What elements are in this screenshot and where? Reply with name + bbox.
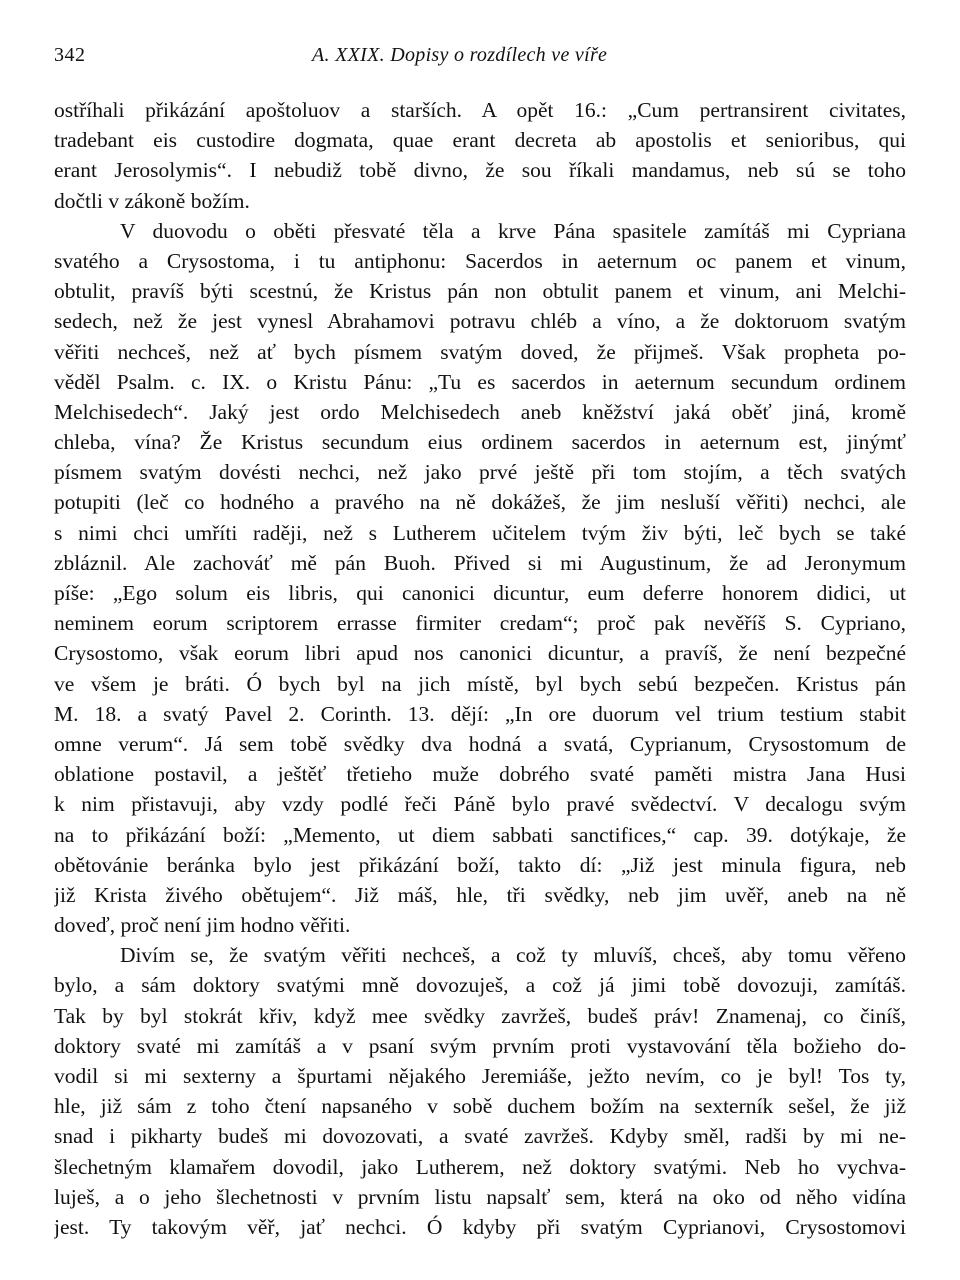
text-line: doveď, proč není jim hodno věřiti. (54, 913, 351, 938)
text-line: tradebant eis custodire dogmata, quae erant decreta ab apostolis et senioribus, qui (54, 128, 906, 153)
text-line: Divím se, že svatým věřiti nechceš, a což ty mluvíš, chceš, aby tomu věřeno (120, 943, 906, 968)
text-line: snad i pikharty budeš mi dovozovati, a svaté zavržeš. Kdyby směl, radši by mi ne- (54, 1124, 906, 1149)
text-line: ostříhali přikázání apoštoluov a starších. A opět 16.: „Cum pertransirent civitates, (54, 98, 906, 122)
text-line: jest. Ty takovým věř, jať nechci. Ó kdyby při svatým Cyprianovi, Crysostomovi (54, 1214, 906, 1239)
text-line: potupiti (leč co hodného a pravého na ně dokážeš, že jim nesluší věřiti) nechci, ale (54, 490, 906, 515)
text-line: ve všem je bráti. Ó bych byl na jich místě, byl bych sebú bezpečen. Kristus pán (54, 671, 906, 696)
text-line: omne verum“. Já sem tobě svědky dva hodná a svatá, Cyprianum, Crysostomum de (54, 731, 906, 756)
text-line: dočtli v zákoně božím. (54, 188, 250, 213)
text-line: svatého a Crysostoma, i tu antiphonu: Sacerdos in aeternum oc panem et vinum, (54, 248, 906, 273)
page-number: 342 (54, 44, 86, 66)
text-line: píše: „Ego solum eis libris, qui canonici dicuntur, eum deferre honorem didici, ut (54, 581, 906, 605)
text-line: oblatione postavil, a ještěť třetieho muže dobrého svaté paměti mistra Jana Husi (54, 762, 906, 787)
text-line: Tak by byl stokrát křiv, když mee svědky zavržeš, budeš práv! Znamenaj, co činíš, (54, 1003, 906, 1028)
text-line: V duovodu o oběti přesvaté těla a krve Pána spasitele zamítáš mi Cypriana (120, 218, 906, 243)
text-line: na to přikázání boží: „Memento, ut diem sabbati sanctifices,“ cap. 39. dotýkaje, že (54, 822, 906, 847)
page-header (54, 44, 906, 76)
text-line: chleba, vína? Že Kristus secundum eius ordinem sacerdos in aeternum est, jinýmť (54, 430, 906, 455)
text-line: hle, již sám z toho čtení napsaného v sobě duchem božím na sexterník sešel, že již (54, 1094, 906, 1119)
text-line: obtulit, pravíš býti scestnú, že Kristus pán non obtulit panem et vinum, ani Melchi- (54, 279, 906, 304)
text-line: obětovánie beránka bylo jest přikázání boží, takto dí: „Již jest minula figura, neb (54, 852, 906, 877)
text-line: písmem svatým dovésti nechci, než jako prvé ještě při tom stojím, a těch svatých (54, 460, 906, 485)
text-line: Melchisedech“. Jaký jest ordo Melchisedech aneb kněžství jaká oběť jiná, kromě (54, 399, 906, 424)
text-line: bylo, a sám doktory svatými mně dovozuješ, a což já jimi tobě dovozuji, zamítáš. (54, 973, 906, 998)
text-line: erant Jerosolymis“. I nebudiž tobě divno, že sou říkali mandamus, neb sú se toho (54, 158, 906, 183)
text-line: již Krista živého obětujem“. Již máš, hle, tři svědky, neb jim uvěř, aneb na ně (54, 882, 906, 907)
text-line: neminem eorum scriptorem errasse firmiter credam“; proč pak nevěříš S. Cypriano, (54, 611, 906, 636)
body-text (54, 95, 906, 1242)
text-line: věřiti nechceš, než ať bych písmem svatým doved, že přijmeš. Však propheta po- (54, 339, 906, 364)
text-line: zbláznil. Ale zachováť mě pán Buoh. Přived si mi Augustinum, že ad Jeronymum (54, 550, 906, 575)
text-line: věděl Psalm. c. IX. o Kristu Pánu: „Tu es sacerdos in aeternum secundum ordinem (54, 369, 906, 394)
text-line: sedech, než že jest vynesl Abrahamovi potravu chléb a víno, a že doktoruom svatým (54, 309, 906, 334)
text-line: doktory svaté mi zamítáš a v psaní svým prvním proti vystavování těla božieho do- (54, 1033, 906, 1058)
text-line: k nim přistavuji, aby vzdy podlé řeči Páně bylo pravé svědectví. V decalogu svým (54, 792, 906, 817)
text-line: M. 18. a svatý Pavel 2. Corinth. 13. dějí: „In ore duorum vel trium testium stabit (54, 701, 906, 726)
text-line: šlechetným klamařem dovodil, jako Lutherem, než doktory svatými. Neb ho vychva- (54, 1154, 906, 1179)
running-head: A. XXIX. Dopisy o rozdílech ve víře (312, 44, 608, 66)
text-line: s nimi chci umříti raději, než s Lutherem učitelem tvým živ býti, leč bych se také (54, 520, 906, 545)
text-line: luješ, a o jeho šlechetnosti v prvním listu napsalť sem, která na oko od něho vidína (54, 1184, 906, 1209)
text-line: vodil si mi sexterny a špurtami nějakého Jeremiáše, ježto nevím, co je byl! Tos ty, (54, 1064, 906, 1088)
text-line: Crysostomo, však eorum libri apud nos canonici dicuntur, a pravíš, že není bezpečné (54, 641, 906, 666)
